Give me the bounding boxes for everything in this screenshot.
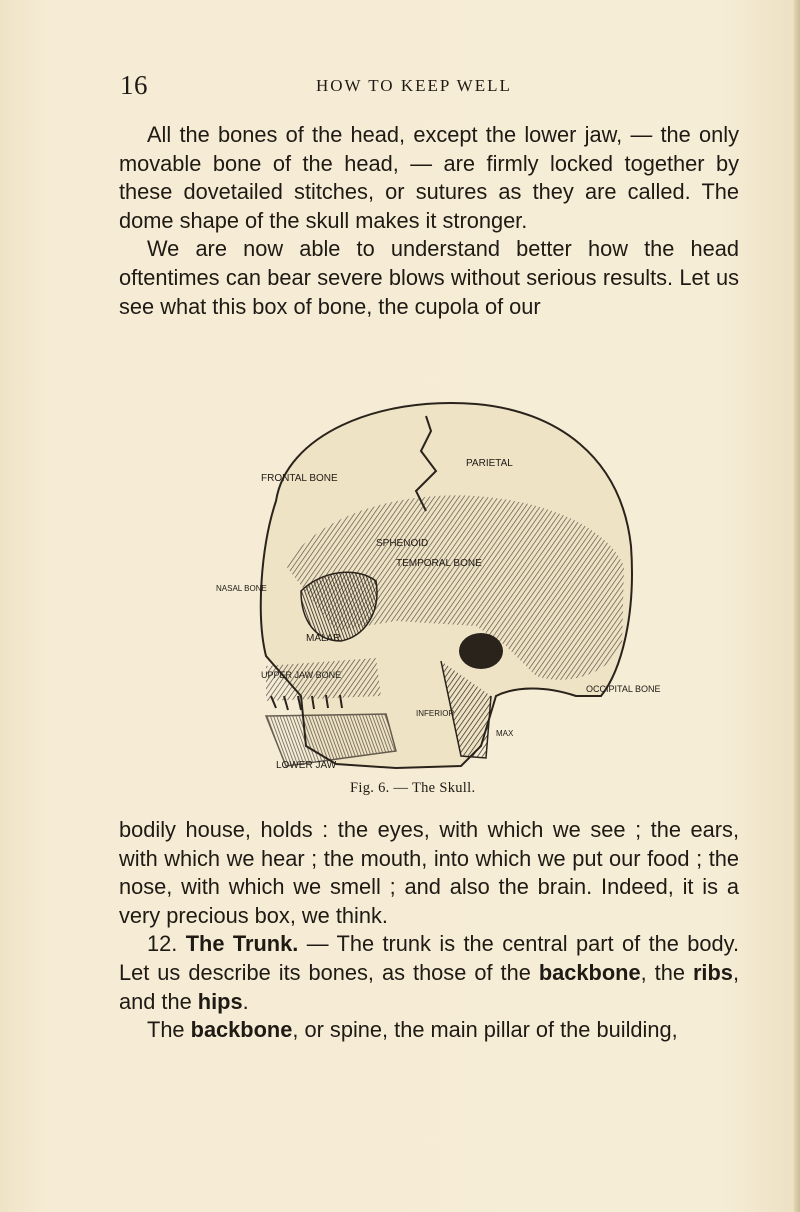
term-backbone: backbone xyxy=(538,959,641,985)
label-parietal: PARIETAL xyxy=(466,458,513,469)
term-backbone-2: backbone xyxy=(190,1017,293,1043)
text-block-top xyxy=(119,121,739,321)
label-malar: MALAR xyxy=(306,633,341,644)
skull-illustration xyxy=(216,396,661,774)
backbone-intro: The xyxy=(147,1017,191,1043)
term-hips: hips xyxy=(197,988,243,1014)
label-occipital: OCCIPITAL BONE xyxy=(586,684,661,694)
section-dash: — xyxy=(298,931,337,957)
page-edge xyxy=(794,0,800,1212)
page-number: 16 xyxy=(120,70,148,100)
and-the: , and the xyxy=(119,959,739,1014)
term-ribs: ribs xyxy=(692,959,733,985)
page-header xyxy=(120,70,740,102)
paragraph-trunk xyxy=(119,930,739,1016)
label-max: MAX xyxy=(496,729,514,738)
text-block-bottom xyxy=(119,816,739,1045)
section-text: The trunk is the central part of the body. Let us describe its bones, as those of the xyxy=(119,931,739,985)
section-title: The Trunk. xyxy=(185,931,299,957)
section-number: 12. xyxy=(147,931,178,957)
figure-caption: Fig. 6. — The Skull. xyxy=(350,780,476,796)
period: . xyxy=(242,988,249,1014)
label-lower-jaw: LOWER JAW xyxy=(276,760,337,771)
label-sphenoid: SPHENOID xyxy=(376,538,429,549)
label-inferior: INFERIOR xyxy=(416,709,455,718)
comma-the: , the xyxy=(640,959,693,985)
label-nasal: NASAL BONE xyxy=(216,584,267,593)
paragraph-backbone xyxy=(119,1016,739,1045)
label-upper-jaw: UPPER JAW BONE xyxy=(261,670,342,680)
paragraph-bodily-house: bodily house, holds : the eyes, with which we see ; the ears, with which we hear ; the mouth, into which we put our food ; the nose, with which we smell ; and also the brain. Indeed, it is a very precious box, we think. xyxy=(119,817,739,928)
label-frontal: FRONTAL BONE xyxy=(261,473,338,484)
backbone-text: , or spine, the main pillar of the building, xyxy=(292,1017,678,1043)
paragraph-blows: We are now able to understand better how the head oftentimes can bear severe blows without serious results. Let us see what this box of bone, the cupola of our xyxy=(119,236,739,319)
paragraph-sutures: All the bones of the head, except the lower jaw, — the only movable bone of the head, — are firmly locked together by these dovetailed stitches, or sutures as they are called. The dome shape of the skull makes it stronger. xyxy=(119,122,739,233)
label-temporal: TEMPORAL BONE xyxy=(396,558,482,569)
running-head: HOW TO KEEP WELL xyxy=(316,76,512,95)
